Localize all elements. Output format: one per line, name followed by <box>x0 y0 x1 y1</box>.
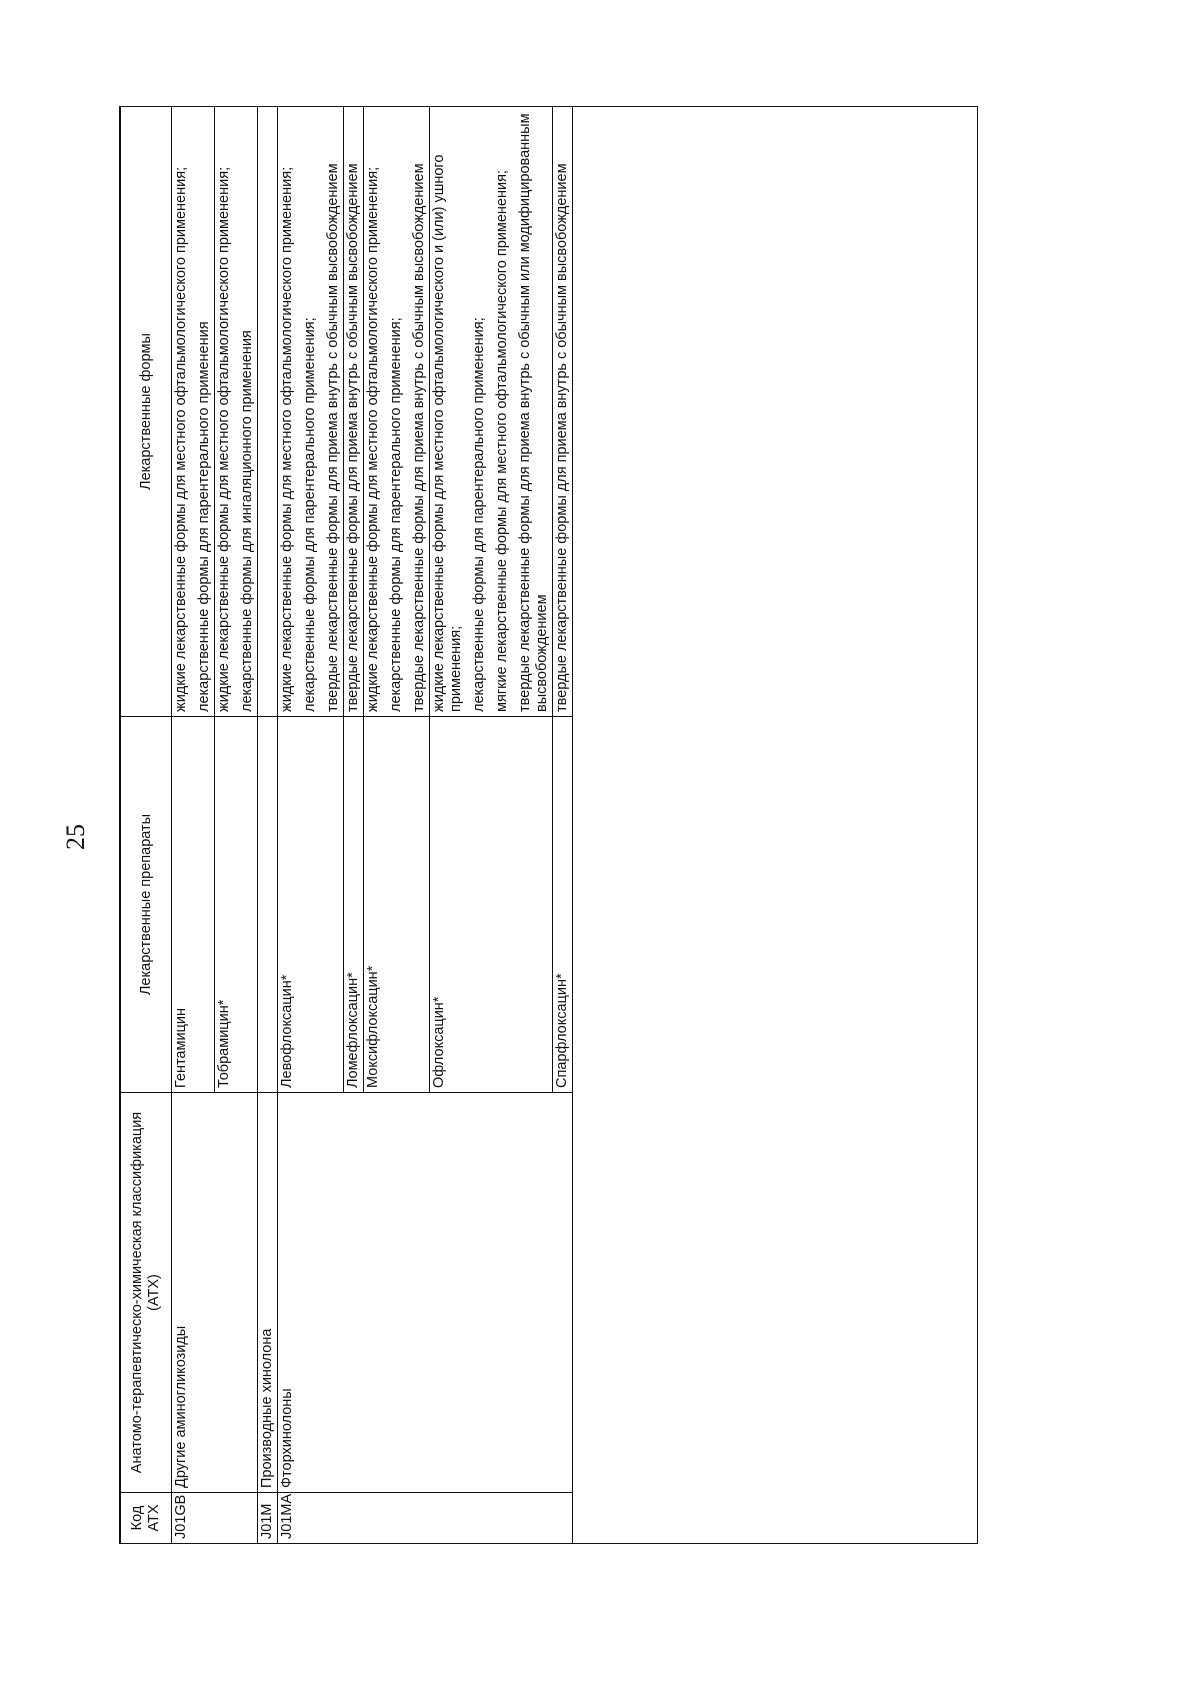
dosage-form-item: твердые лекарственные формы для приема внутрь с обычным или модифицированным высвобождением <box>517 113 550 712</box>
table-header-row <box>121 107 172 1544</box>
dosage-forms-cell <box>364 107 430 717</box>
dosage-form-item: лекарственные формы для парентерального применения <box>196 321 212 712</box>
dosage-forms-cell <box>172 107 215 717</box>
drug-name-cell <box>258 717 278 1093</box>
drug-name-cell: Тобрамицин* <box>215 717 258 1093</box>
dosage-form-item: жидкие лекарственные формы для местного офтальмологического применения; <box>279 166 295 712</box>
dosage-forms-cell <box>344 107 364 717</box>
dosage-form-item: жидкие лекарственные формы для местного офтальмологического применения; <box>365 166 381 712</box>
table-row <box>278 107 344 1544</box>
atc-code-cell: J01M <box>258 1493 278 1544</box>
dosage-forms-cell <box>215 107 258 717</box>
atc-code-cell: J01GB <box>172 1493 258 1544</box>
dosage-form-item: лекарственные формы для парентерального применения; <box>471 317 487 712</box>
drug-name-cell: Моксифлоксацин* <box>364 717 430 1093</box>
dosage-form-item: лекарственные формы для парентерального применения; <box>302 317 318 712</box>
dosage-form-item: жидкие лекарственные формы для местного офтальмологического применения; <box>216 166 232 712</box>
atc-classification-cell: Фторхинолоны <box>278 1093 573 1493</box>
drug-name-cell: Спарфлоксацин* <box>553 717 573 1093</box>
dosage-form-item: твердые лекарственные формы для приема внутрь с обычным высвобождением <box>345 163 361 712</box>
dosage-form-item: твердые лекарственные формы для приема внутрь с обычным высвобождением <box>325 163 341 712</box>
drug-name-cell: Гентамицин <box>172 717 215 1093</box>
dosage-form-item: жидкие лекарственные формы для местного офтальмологического и (или) ушного применения; <box>431 154 464 712</box>
table-row <box>258 107 278 1544</box>
header-code: Код АТХ <box>121 1493 172 1544</box>
dosage-form-item: твердые лекарственные формы для приема внутрь с обычным высвобождением <box>411 163 427 712</box>
header-preparations: Лекарственные препараты <box>121 717 172 1093</box>
page-number: 25 <box>61 824 90 850</box>
atc-code-cell: J01MA <box>278 1493 573 1544</box>
rotated-table-container <box>120 107 979 1544</box>
dosage-form-item: твердые лекарственные формы для приема внутрь с обычным высвобождением <box>554 163 570 712</box>
atc-classification-cell: Другие аминогликозиды <box>172 1093 258 1493</box>
table-body <box>172 107 573 1544</box>
dosage-forms-cell <box>430 107 553 717</box>
dosage-form-item: лекарственные формы для парентерального применения; <box>388 317 404 712</box>
drug-name-cell: Левофлоксацин* <box>278 717 344 1093</box>
dosage-forms-cell <box>553 107 573 717</box>
dosage-forms-cell <box>258 107 278 717</box>
dosage-form-item: жидкие лекарственные формы для местного офтальмологического применения; <box>173 166 189 712</box>
atc-classification-cell: Производные хинолона <box>258 1093 278 1493</box>
drug-name-cell: Офлоксацин* <box>430 717 553 1093</box>
header-classification: Анатомо-терапевтическо-химическая классификация (АТХ) <box>121 1093 172 1493</box>
dosage-forms-cell <box>278 107 344 717</box>
dosage-form-item: лекарственные формы для ингаляционного применения <box>239 330 255 712</box>
document-table-frame <box>119 106 978 1544</box>
atc-table <box>120 106 573 1544</box>
drug-name-cell: Ломефлоксацин* <box>344 717 364 1093</box>
dosage-form-item: мягкие лекарственные формы для местного офтальмологического применения; <box>494 170 510 712</box>
header-forms: Лекарственные формы <box>121 107 172 717</box>
table-row <box>172 107 215 1544</box>
